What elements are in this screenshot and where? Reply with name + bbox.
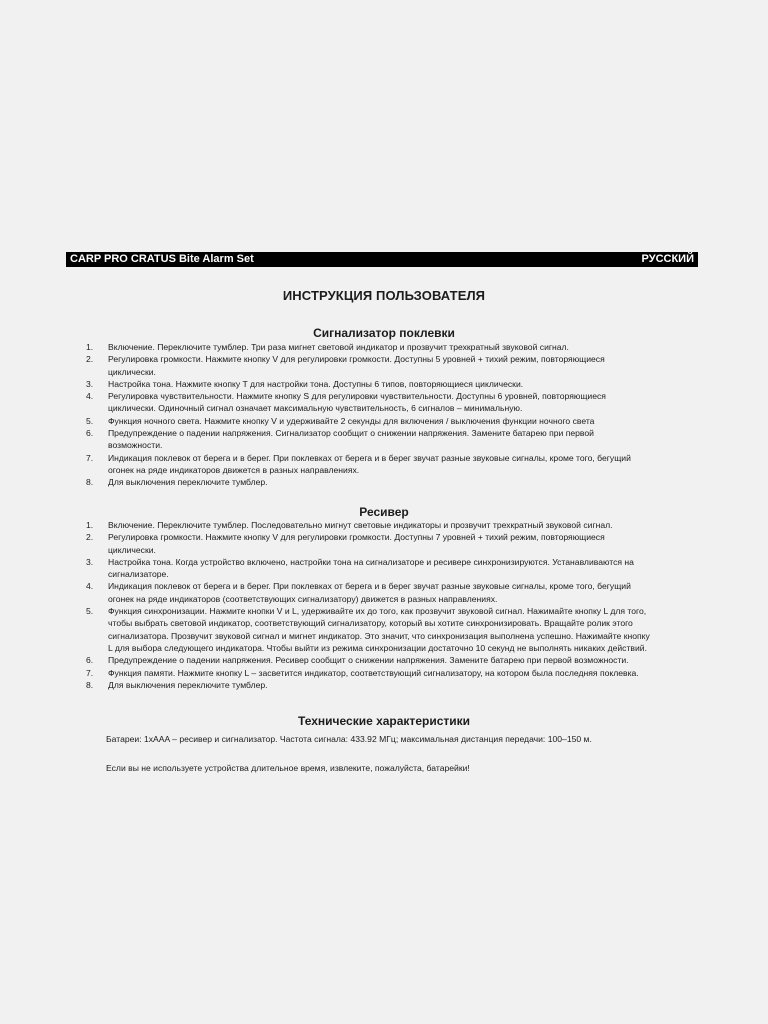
list-item-number: 6.: [86, 428, 94, 439]
list-item-number: 5.: [86, 606, 94, 617]
list-item-number: 2.: [86, 532, 94, 543]
list-item-text: Регулировка чувствительности. Нажмите кнопку S для регулировки чувствительности. Доступны 6 уровней, повторяющиеся циклически. Одиночный сигнал означает максимальную чувствительность, 6 сигналов – минимальную.: [108, 391, 606, 414]
list-item-text: Для выключения переключите тумблер.: [108, 477, 268, 488]
list-item-text: Настройка тона. Когда устройство включено, настройки тона на сигнализаторе и ресивере синхронизируются. Устанавливаются на сигнализаторе.: [108, 556, 634, 580]
list-item-number: 4.: [86, 581, 94, 592]
list-item-number: 1.: [86, 342, 94, 352]
page-title: ИНСТРУКЦИЯ ПОЛЬЗОВАТЕЛЯ: [282, 288, 486, 303]
list-item: [86, 654, 694, 666]
list-item-text: Предупреждение о падении напряжения. Ресивер сообщит о снижении напряжения. Замените батарею при первой возможности.: [108, 655, 629, 666]
header-bar: [66, 252, 698, 267]
alarm-instructions-list: [86, 341, 694, 489]
list-item-number: 2.: [86, 354, 94, 365]
list-item: [86, 679, 694, 691]
list-item: [86, 605, 694, 654]
list-item: [86, 415, 694, 427]
list-item-number: 6.: [86, 655, 94, 666]
list-item: [86, 667, 694, 679]
list-item-text: Настройка тона. Нажмите кнопку T для настройки тона. Доступны 6 типов, повторяющиеся циклически.: [108, 378, 524, 389]
list-item-text: Для выключения переключите тумблер.: [108, 679, 268, 690]
specs-batteries: Батареи: 1xAAA – ресивер и сигнализатор. Частота сигнала: 433.92 МГц; максимальная дистанция передачи: 100–150 м.: [106, 734, 592, 744]
receiver-instructions-list: [86, 519, 694, 691]
list-item-number: 3.: [86, 378, 94, 389]
list-item-text: Индикация поклевок от берега и в берег. При поклевках от берега и в берег звучат разные звуковые сигналы, кроме того, бегущий огонек на ряде индикаторов движется в разных направлениях.: [108, 452, 631, 475]
list-item-text: Регулировка громкости. Нажмите кнопку V для регулировки громкости. Доступны 7 уровней + тихий режим, повторяющиеся циклически.: [108, 532, 605, 555]
list-item-number: 8.: [86, 679, 94, 690]
section-title-alarm: Сигнализатор поклевки: [313, 326, 455, 340]
list-item: [86, 353, 694, 378]
list-item: [86, 452, 694, 477]
list-item: [86, 390, 694, 415]
list-item-text: Включение. Переключите тумблер. Три раза мигнет световой индикатор и прозвучит трехкратный звуковой сигнал.: [108, 342, 569, 352]
list-item-text: Включение. Переключите тумблер. Последовательно мигнут световые индикаторы и прозвучит трехкратный звуковой сигнал.: [108, 520, 613, 530]
list-item-text: Функция памяти. Нажмите кнопку L – засветится индикатор, соответствующий сигнализатору, на котором была последняя поклевка.: [108, 667, 639, 678]
list-item-number: 4.: [86, 391, 94, 402]
list-item: [86, 556, 694, 581]
list-item: [86, 476, 694, 488]
list-item-text: Функция синхронизации. Нажмите кнопки V и L, удерживайте их до того, как прозвучит звуковой сигнал. Нажимайте кнопку L для того, чтобы выбрать световой индикатор, соответствующий сигнализатору, который вы хотите синхронизировать. Вращайте ролик этого сигнализатора. Прозвучит звуковой сигнал и мигнет индикатор. Это значит, что синхронизация выполнена успешно. Нажимайте кнопку L для выбора следующего индикатора. Чтобы выйти из режима синхронизации достаточно 10 секунд не выполнять никаких действий.: [108, 606, 650, 653]
section-title-receiver: Ресивер: [359, 505, 409, 519]
list-item-text: Функция ночного света. Нажмите кнопку V и удерживайте 2 секунды для включения / выключения функции ночного света: [108, 415, 595, 426]
list-item: [86, 531, 694, 556]
language-label: РУССКИЙ: [641, 253, 694, 265]
section-title-specs: Технические характеристики: [297, 714, 471, 728]
list-item: [86, 427, 694, 452]
list-item: [86, 519, 694, 531]
list-item-number: 8.: [86, 477, 94, 488]
list-item-number: 5.: [86, 415, 94, 426]
specs-note: Если вы не используете устройства длительное время, извлеките, пожалуйста, батарейки!: [106, 763, 470, 773]
list-item-number: 7.: [86, 452, 94, 463]
list-item-text: Регулировка громкости. Нажмите кнопку V для регулировки громкости. Доступны 5 уровней + тихий режим, повторяющиеся циклически.: [108, 354, 605, 377]
list-item-number: 3.: [86, 556, 94, 567]
list-item-number: 1.: [86, 520, 94, 530]
product-name: CARP PRO CRATUS Bite Alarm Set: [70, 253, 254, 265]
list-item: [86, 341, 694, 353]
list-item-text: Индикация поклевок от берега и в берег. При поклевках от берега и в берег звучат разные звуковые сигналы, кроме того, бегущий огонек на ряде индикаторов (соответствующих сигнализатору) движется в разных направлениях.: [108, 581, 631, 604]
list-item-number: 7.: [86, 667, 94, 678]
list-item: [86, 580, 694, 605]
list-item: [86, 378, 694, 390]
list-item-text: Предупреждение о падении напряжения. Сигнализатор сообщит о снижении напряжения. Замените батарею при первой возможности.: [108, 428, 594, 451]
